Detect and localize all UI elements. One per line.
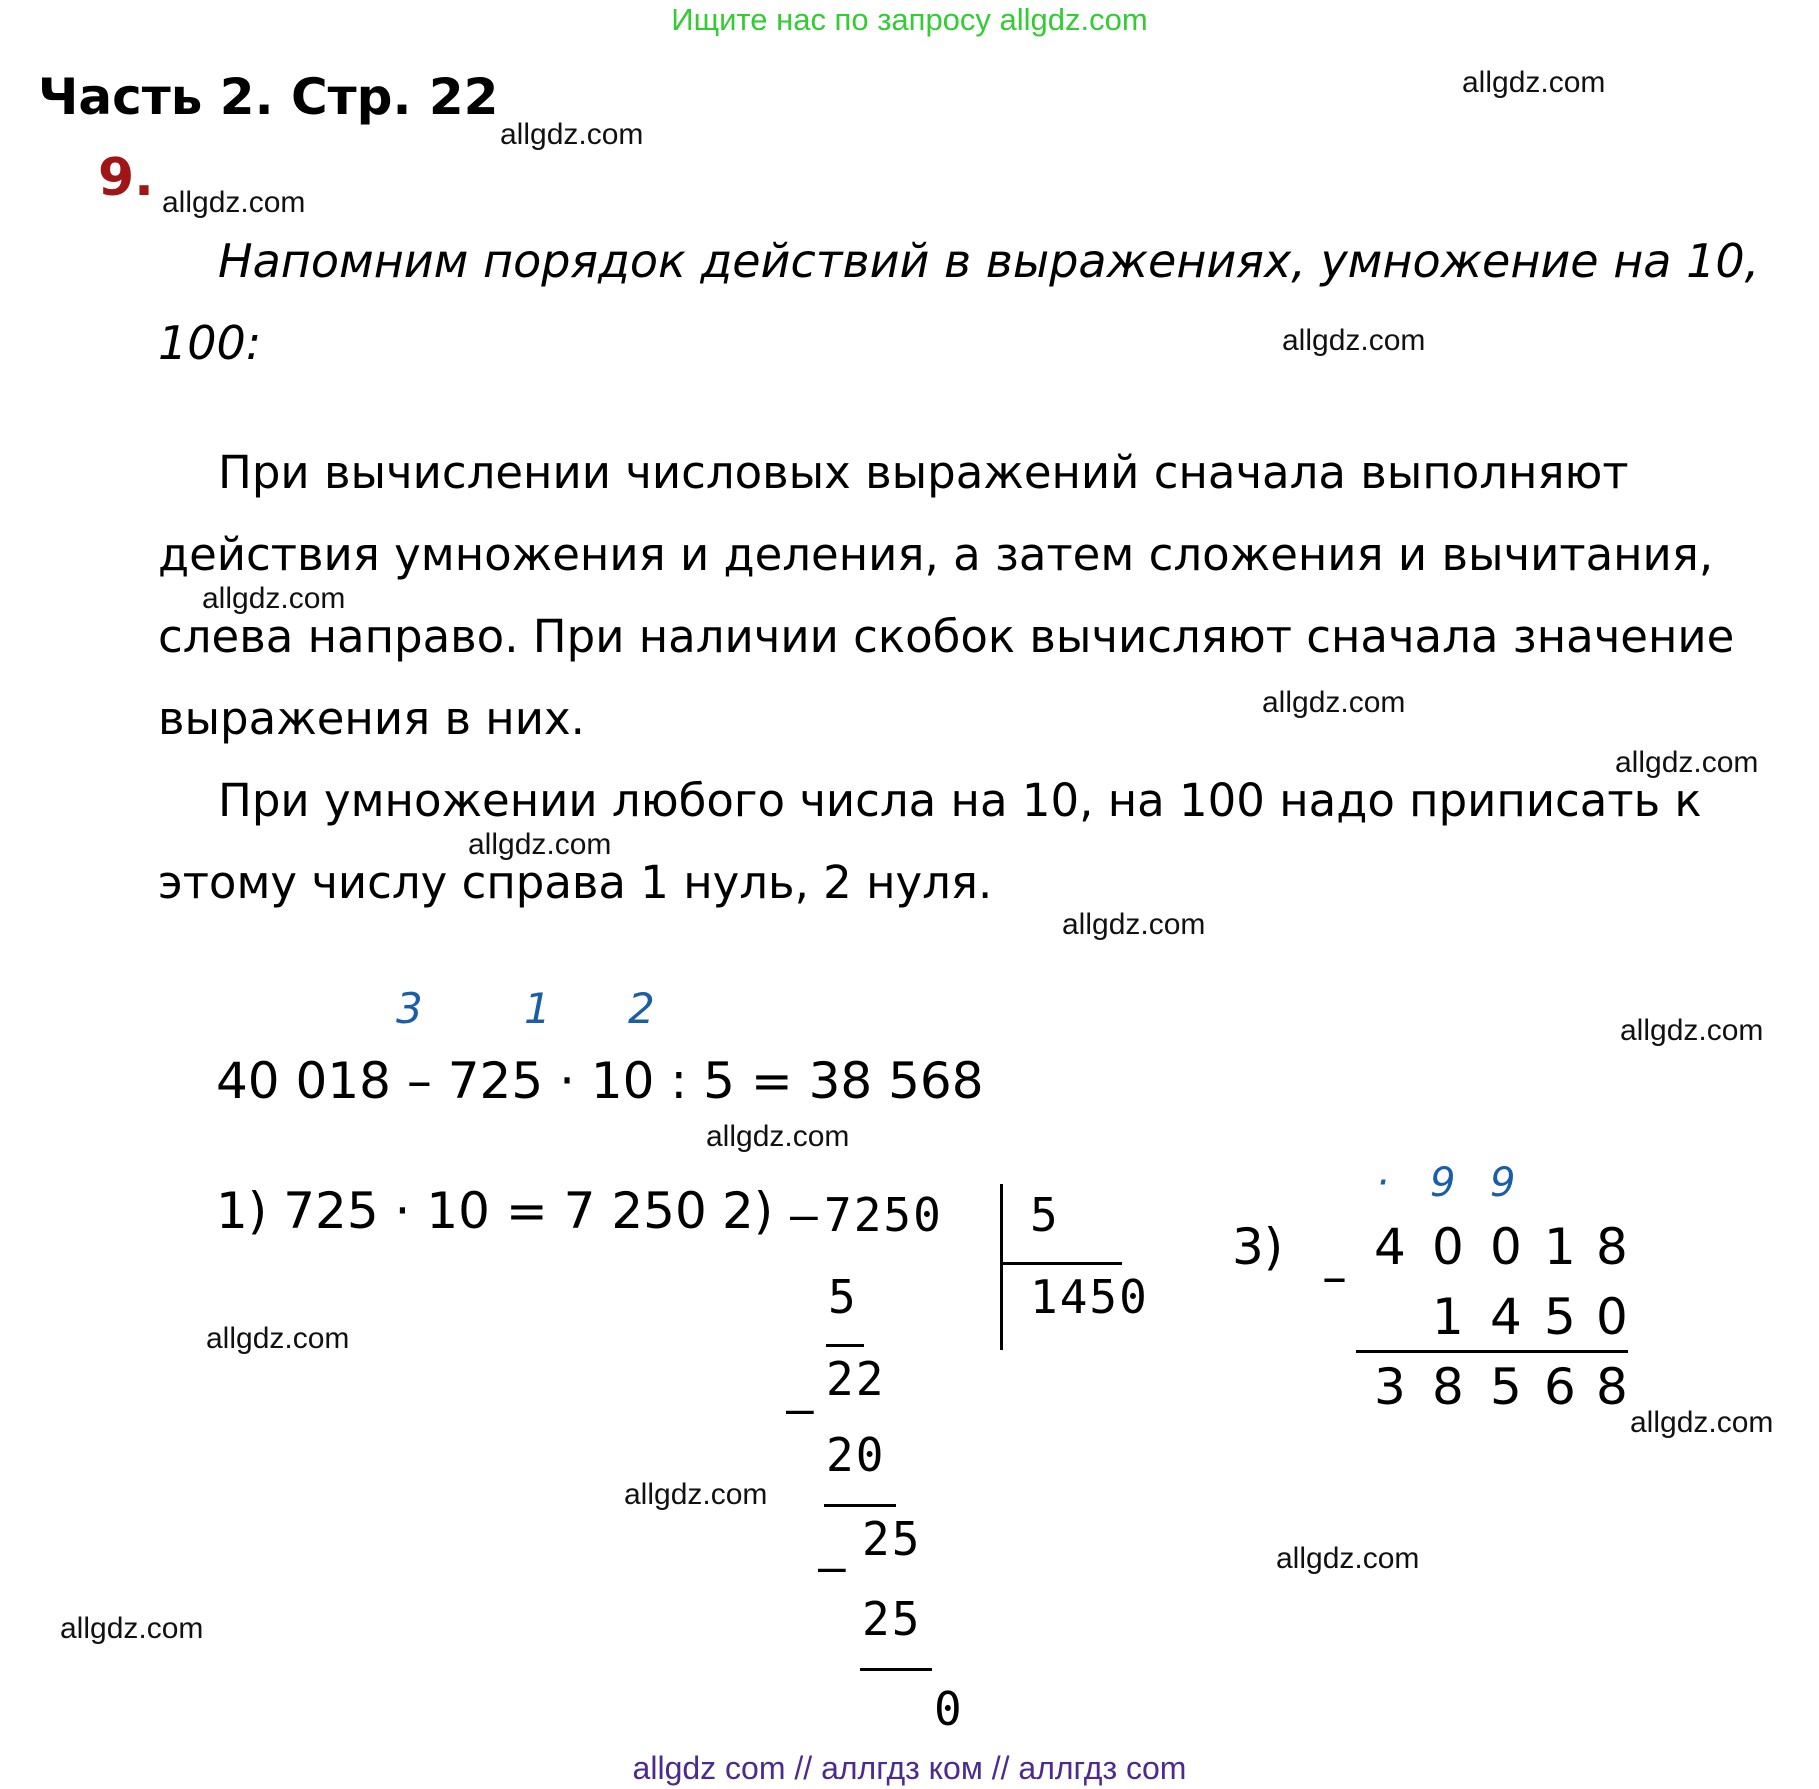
subtrahend-digit: 4 — [1490, 1288, 1522, 1346]
minuend-digit: 0 — [1432, 1218, 1464, 1276]
division-row: 0 — [934, 1682, 964, 1736]
watermark: allgdz.com — [1620, 1014, 1764, 1047]
result-digit: 3 — [1374, 1358, 1406, 1416]
rule1-line-2: действия умножения и деления, а затем сложения и вычитания, — [158, 528, 1714, 581]
subtrahend-digit: 5 — [1544, 1288, 1576, 1346]
carry-dot: · — [1376, 1160, 1389, 1206]
watermark: allgdz.com — [624, 1478, 768, 1511]
result-digit: 8 — [1596, 1358, 1628, 1416]
intro-line-1: Напомним порядок действий в выражениях, умножение на 10, — [218, 234, 1760, 288]
order-mark: 3 — [396, 984, 423, 1033]
watermark: allgdz.com — [1615, 746, 1759, 779]
page-heading: Часть 2. Стр. 22 — [38, 68, 499, 126]
watermark: allgdz.com — [1262, 686, 1406, 719]
result-digit: 5 — [1490, 1358, 1522, 1416]
division-row: 25 — [862, 1592, 922, 1646]
order-mark: 1 — [524, 984, 551, 1033]
rule1-line-4: выражения в них. — [158, 692, 585, 745]
subtraction-minus: – — [1322, 1248, 1347, 1306]
subtrahend-digit: 0 — [1596, 1288, 1628, 1346]
division-line — [824, 1504, 896, 1507]
division-bar-vertical — [1000, 1184, 1003, 1350]
result-digit: 8 — [1432, 1358, 1464, 1416]
rule2-line-1: При умножении любого числа на 10, на 100 надо приписать к — [218, 774, 1702, 827]
division-row: 25 — [862, 1512, 922, 1566]
division-minus: – — [786, 1382, 816, 1436]
division-line — [860, 1668, 932, 1671]
step-3-label: 3) — [1232, 1218, 1284, 1276]
division-line — [826, 1344, 864, 1347]
watermark: allgdz.com — [1282, 324, 1426, 357]
order-mark: 2 — [628, 984, 655, 1033]
division-minus: – — [818, 1540, 848, 1594]
subtrahend-digit: 1 — [1432, 1288, 1464, 1346]
division-divisor: 5 — [1030, 1188, 1060, 1242]
watermark: allgdz.com — [1462, 66, 1606, 99]
main-expression: 40 018 – 725 · 10 : 5 = 38 568 — [216, 1052, 984, 1110]
watermark: allgdz.com — [206, 1322, 350, 1355]
division-minus: – — [790, 1188, 820, 1242]
carry-mark: 9 — [1430, 1160, 1456, 1206]
watermark: allgdz.com — [1276, 1542, 1420, 1575]
rule1-line-3: слева направо. При наличии скобок вычисляют сначала значение — [158, 610, 1735, 663]
search-banner: Ищите нас по запросу allgdz.com — [671, 2, 1148, 37]
rule1-line-1: При вычислении числовых выражений сначала выполняют — [218, 446, 1629, 499]
step-1: 1) 725 · 10 = 7 250 — [216, 1182, 707, 1240]
watermark: allgdz.com — [60, 1612, 204, 1645]
division-row: 5 — [828, 1270, 858, 1324]
division-row: 20 — [826, 1428, 886, 1482]
footer-links: allgdz com // аллгдз ком // аллгдз com — [632, 1750, 1187, 1786]
minuend-digit: 4 — [1374, 1218, 1406, 1276]
carry-mark: 9 — [1490, 1160, 1516, 1206]
minuend-digit: 8 — [1596, 1218, 1628, 1276]
division-row: 22 — [826, 1352, 886, 1406]
watermark: allgdz.com — [1630, 1406, 1774, 1439]
division-bar-horizontal — [1000, 1262, 1122, 1265]
subtraction-line — [1356, 1350, 1628, 1353]
division-dividend: 7250 — [824, 1188, 943, 1242]
intro-line-2: 100: — [158, 316, 262, 370]
rule2-line-2: этому числу справа 1 нуль, 2 нуля. — [158, 856, 993, 909]
minuend-digit: 1 — [1544, 1218, 1576, 1276]
watermark: allgdz.com — [202, 582, 346, 615]
result-digit: 6 — [1544, 1358, 1576, 1416]
minuend-digit: 0 — [1490, 1218, 1522, 1276]
division-quotient: 1450 — [1030, 1270, 1149, 1324]
task-number: 9. — [98, 148, 154, 208]
step-2-label: 2) — [722, 1182, 774, 1240]
watermark: allgdz.com — [1062, 908, 1206, 941]
watermark: allgdz.com — [162, 186, 306, 219]
watermark: allgdz.com — [468, 828, 612, 861]
watermark: allgdz.com — [500, 118, 644, 151]
watermark: allgdz.com — [706, 1120, 850, 1153]
